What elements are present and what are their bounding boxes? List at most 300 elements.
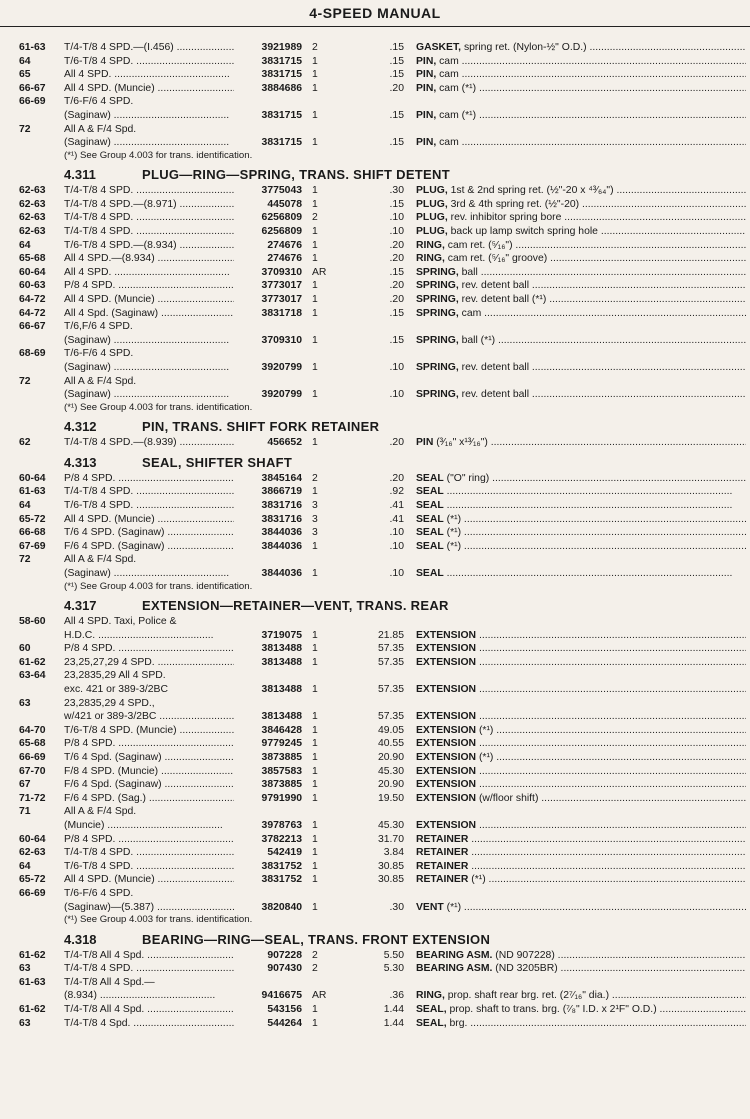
part-description (416, 388, 746, 402)
part-name: RETAINER (416, 833, 469, 845)
part-name: RING, (416, 239, 445, 251)
part-number: 3844036 (261, 527, 302, 539)
price: .20 (389, 294, 404, 305)
part-number: 3844036 (261, 540, 302, 552)
part-row (0, 123, 750, 137)
part-description (416, 68, 746, 82)
model-year: 72 (19, 375, 31, 387)
part-description (416, 1003, 746, 1017)
part-number: 3773017 (261, 280, 302, 292)
part-row (0, 320, 750, 334)
quantity: 1 (312, 540, 318, 552)
part-row (0, 307, 750, 321)
part-row (0, 499, 750, 513)
model-year: 64-72 (19, 294, 46, 305)
part-detail: rev. inhibitor spring bore (450, 212, 562, 224)
part-number: 6256809 (261, 226, 302, 238)
part-name: EXTENSION (416, 738, 477, 750)
application: T/6-T/8 4 SPD. (Muncie) ..... (64, 724, 234, 738)
part-number: 907228 (267, 949, 302, 961)
part-number: 3831716 (261, 500, 302, 512)
part-row (0, 225, 750, 239)
part-detail: cam (*¹) (439, 82, 477, 94)
price: 5.30 (383, 963, 404, 975)
part-row (0, 1003, 750, 1017)
price: .41 (389, 513, 404, 525)
part-description (416, 962, 746, 976)
part-name: SEAL (416, 540, 444, 552)
part-description (416, 136, 746, 150)
part-detail: cam (*¹) (439, 109, 477, 121)
quantity: 1 (312, 568, 318, 579)
quantity: 1 (312, 294, 318, 305)
part-description (416, 293, 746, 307)
model-year: 60-64 (19, 833, 46, 845)
application: T/4-T/8 All 4 Spd.— (64, 976, 155, 988)
application: All 4 SPD. (Muncie) ..... (64, 513, 234, 527)
part-name: EXTENSION (416, 765, 477, 777)
part-description (416, 724, 746, 738)
quantity: 1 (312, 226, 318, 238)
price: 57.35 (377, 643, 404, 655)
part-row (0, 629, 750, 643)
model-year: 61-63 (19, 976, 46, 988)
model-year: 58-60 (19, 616, 46, 628)
part-description (416, 901, 746, 915)
application: All A & F/4 Spd. (64, 375, 137, 387)
parts-list (0, 27, 750, 1030)
model-year: 67-70 (19, 765, 46, 777)
price: .10 (389, 389, 404, 401)
part-number: 3831752 (261, 860, 302, 872)
part-name: EXTENSION (416, 779, 477, 791)
part-row (0, 334, 750, 348)
part-detail: rev. detent ball (461, 389, 530, 401)
price: 1.44 (383, 1017, 404, 1029)
part-number: 9416675 (261, 990, 302, 1002)
quantity: 3 (312, 527, 318, 539)
part-row (0, 1017, 750, 1031)
part-description (416, 642, 746, 656)
application: T/6-T/8 4 SPD. ..... (64, 860, 234, 874)
part-name: RING, (416, 990, 445, 1002)
application: All A & F/4 Spd. (64, 554, 137, 566)
quantity: 1 (312, 389, 318, 401)
price: .15 (389, 307, 404, 319)
part-description (416, 266, 746, 280)
part-description (416, 860, 746, 874)
part-row (0, 819, 750, 833)
part-detail: (*¹) (446, 901, 462, 913)
application: All 4 SPD. (Muncie) ..... (64, 82, 234, 96)
model-year: 61-62 (19, 656, 46, 668)
part-number: 3709310 (261, 334, 302, 346)
part-row (0, 109, 750, 123)
part-number: 3813488 (261, 643, 302, 655)
model-year: 62-63 (19, 847, 46, 859)
application: T/4-T/8 4 SPD.—(8.971) ..... (64, 198, 234, 212)
application: 23,2835,29 All 4 SPD. (64, 670, 166, 682)
model-year: 71-72 (19, 792, 46, 804)
price: 19.50 (377, 792, 404, 804)
quantity: 1 (312, 820, 318, 831)
part-description (416, 846, 746, 860)
section-title: EXTENSION—RETAINER—VENT, TRANS. REAR (142, 598, 449, 614)
part-detail: (ND 3205BR) (495, 963, 558, 975)
quantity: 1 (312, 1017, 318, 1029)
price: .15 (389, 198, 404, 210)
part-number: 3782213 (261, 833, 302, 845)
model-year: 66-69 (19, 752, 46, 764)
model-year: 72 (19, 554, 31, 566)
footnote: (*¹) See Group 4.003 for trans. identification. (64, 401, 253, 413)
part-number: 274676 (267, 253, 302, 265)
part-description (416, 989, 746, 1003)
part-number: 9791990 (261, 792, 302, 804)
part-description (416, 252, 746, 266)
price: .20 (389, 472, 404, 484)
part-number: 3813488 (261, 656, 302, 668)
part-name: BEARING ASM. (416, 949, 493, 961)
application: All 4 SPD.—(8.934) ..... (64, 252, 234, 266)
part-description (416, 472, 746, 486)
model-year: 66-68 (19, 527, 46, 539)
part-description (416, 819, 746, 833)
part-detail: prop. shaft to trans. brg. (⁷⁄₈" I.D. x 2¹F" O.D.) (449, 1004, 657, 1016)
model-year: 64-70 (19, 724, 46, 736)
part-detail: rev. detent ball (461, 361, 530, 373)
section-title: PLUG—RING—SPRING, TRANS. SHIFT DETENT (142, 167, 450, 183)
quantity: 1 (312, 82, 318, 94)
model-year: 66-67 (19, 82, 46, 94)
part-name: SEAL (416, 513, 444, 525)
part-number: 3820840 (261, 901, 302, 913)
part-row (0, 41, 750, 55)
application: P/8 4 SPD. ..... (64, 737, 234, 751)
price: 20.90 (377, 752, 404, 764)
model-year: 61-63 (19, 486, 46, 498)
part-detail: 3rd & 4th spring ret. (½"-20) (450, 198, 580, 210)
application: T/6-F/6 4 SPD. (64, 348, 134, 360)
part-description (416, 55, 746, 69)
application: exc. 421 or 389-3/2BC (64, 684, 168, 696)
application: All 4 SPD. (Muncie) ..... (64, 293, 234, 307)
application: T/6-F/6 4 SPD. (64, 96, 134, 108)
application: (Saginaw) ..... (64, 388, 234, 402)
part-row (0, 82, 750, 96)
part-detail: (w/floor shift) (478, 792, 539, 804)
part-number: 456652 (267, 437, 302, 449)
model-year: 62-63 (19, 226, 46, 238)
part-row (0, 792, 750, 806)
quantity: 1 (312, 643, 318, 655)
part-row (0, 347, 750, 361)
part-name: PIN, (416, 82, 437, 94)
part-name: SEAL (416, 500, 444, 512)
application: F/6 4 SPD. (Saginaw) ..... (64, 540, 234, 554)
part-detail: rev. detent ball (461, 280, 530, 292)
part-detail: brg. (449, 1017, 468, 1029)
part-name: PLUG, (416, 198, 448, 210)
part-row (0, 710, 750, 724)
part-row (0, 436, 750, 450)
part-name: SPRING, (416, 334, 459, 346)
part-name: EXTENSION (416, 820, 477, 831)
part-detail: (*¹) (471, 874, 486, 886)
application: F/6 4 SPD. (Sag.) ..... (64, 792, 234, 806)
part-row (0, 669, 750, 683)
price: .10 (389, 540, 404, 552)
price: 57.35 (377, 711, 404, 723)
price: 30.85 (377, 860, 404, 872)
quantity: 1 (312, 656, 318, 668)
quantity: 3 (312, 500, 318, 512)
quantity: 1 (312, 137, 318, 149)
price: .20 (389, 239, 404, 251)
part-name: SEAL (416, 527, 444, 539)
part-number: 3920799 (261, 389, 302, 401)
part-name: RETAINER (416, 847, 469, 859)
part-number: 3873885 (261, 752, 302, 764)
part-row (0, 724, 750, 738)
part-name: SEAL, (416, 1004, 447, 1016)
model-year: 61-63 (19, 42, 46, 53)
part-detail: cam (439, 137, 459, 149)
price: .20 (389, 280, 404, 292)
model-year: 64 (19, 860, 31, 872)
model-year: 60-64 (19, 472, 46, 484)
application: T/4-T/8 All 4 Spd. ..... (64, 1003, 234, 1017)
quantity: 1 (312, 307, 318, 319)
price: .20 (389, 253, 404, 265)
quantity: AR (312, 266, 327, 278)
price: 57.35 (377, 656, 404, 668)
part-number: 3813488 (261, 684, 302, 696)
application: All 4 SPD. (Muncie) ..... (64, 873, 234, 887)
section-number: 4.318 (64, 931, 97, 947)
price: .10 (389, 527, 404, 539)
quantity: 1 (312, 684, 318, 696)
part-name: EXTENSION (416, 643, 477, 655)
part-number: 3773017 (261, 294, 302, 305)
quantity: AR (312, 990, 327, 1002)
part-number: 3846428 (261, 724, 302, 736)
quantity: 1 (312, 792, 318, 804)
part-description (416, 225, 746, 239)
part-description (416, 833, 746, 847)
application: T/4-T/8 4 SPD. ..... (64, 225, 234, 239)
model-year: 63 (19, 1017, 31, 1029)
part-number: 3831716 (261, 513, 302, 525)
part-row (0, 388, 750, 402)
model-year: 66-67 (19, 321, 46, 333)
part-description (416, 184, 746, 198)
price: .15 (389, 334, 404, 346)
application: T/6-F/6 4 SPD. (64, 887, 134, 899)
part-name: EXTENSION (416, 752, 477, 764)
model-year: 62-63 (19, 185, 46, 197)
part-description (416, 436, 746, 450)
part-row (0, 901, 750, 915)
quantity: 1 (312, 69, 318, 81)
price: .15 (389, 55, 404, 67)
quantity: 1 (312, 860, 318, 872)
part-row (0, 540, 750, 554)
model-year: 66-69 (19, 887, 46, 899)
part-detail: prop. shaft rear brg. ret. (2⁷⁄₁₆" dia.) (447, 990, 610, 1002)
part-number: 9779245 (261, 738, 302, 750)
footnote: (*¹) See Group 4.003 for trans. identification. (64, 149, 253, 161)
part-number: 907430 (267, 963, 302, 975)
application: 23,2835,29 4 SPD., (64, 697, 155, 709)
section-heading (0, 417, 750, 436)
price: .30 (389, 185, 404, 197)
part-name: PIN, (416, 109, 437, 121)
price: 49.05 (377, 724, 404, 736)
price: .20 (389, 437, 404, 449)
application: F/6 4 Spd. (Saginaw) ..... (64, 778, 234, 792)
part-name: EXTENSION (416, 711, 477, 723)
part-row (0, 751, 750, 765)
part-number: 3831718 (261, 307, 302, 319)
section-number: 4.317 (64, 598, 97, 614)
application: F/8 4 SPD. (Muncie) ..... (64, 765, 234, 779)
part-row (0, 615, 750, 629)
part-description (416, 751, 746, 765)
part-row (0, 375, 750, 389)
part-row (0, 567, 750, 581)
part-detail: 1st & 2nd spring ret. (½"-20 x ⁴³⁄₆₄") (450, 185, 614, 197)
application: T/6-T/8 4 SPD.—(8.934) ..... (64, 239, 234, 253)
application: P/8 4 SPD. ..... (64, 472, 234, 486)
part-row (0, 198, 750, 212)
part-name: SPRING, (416, 389, 459, 401)
price: .10 (389, 568, 404, 579)
part-description (416, 873, 746, 887)
model-year: 61-62 (19, 949, 46, 961)
part-name: RETAINER (416, 874, 469, 886)
model-year: 65-68 (19, 738, 46, 750)
part-detail: back up lamp switch spring hole (450, 226, 598, 238)
part-row (0, 778, 750, 792)
part-name: EXTENSION (416, 684, 477, 696)
part-description (416, 485, 746, 499)
quantity: 3 (312, 513, 318, 525)
quantity: 1 (312, 253, 318, 265)
price: .15 (389, 69, 404, 81)
model-year: 63 (19, 697, 31, 709)
part-row (0, 656, 750, 670)
price: .41 (389, 500, 404, 512)
model-year: 65-72 (19, 513, 46, 525)
application: (Saginaw) ..... (64, 361, 234, 375)
quantity: 1 (312, 280, 318, 292)
quantity: 1 (312, 847, 318, 859)
price: .36 (389, 990, 404, 1002)
section-heading (0, 930, 750, 949)
quantity: 1 (312, 239, 318, 251)
part-row (0, 765, 750, 779)
footnote: (*¹) See Group 4.003 for trans. identification. (64, 580, 253, 592)
application: T/4-T/8 4 SPD. ..... (64, 485, 234, 499)
part-name: EXTENSION (416, 792, 477, 804)
part-number: 3831715 (261, 55, 302, 67)
part-name: SEAL (416, 568, 444, 579)
quantity: 1 (312, 198, 318, 210)
part-detail: spring ret. (Nylon-½" O.D.) (463, 42, 587, 53)
part-row (0, 211, 750, 225)
part-name: SEAL (416, 486, 444, 498)
part-number: 3845164 (261, 472, 302, 484)
quantity: 1 (312, 486, 318, 498)
quantity: 1 (312, 724, 318, 736)
model-year: 64 (19, 500, 31, 512)
price: .10 (389, 361, 404, 373)
part-row (0, 55, 750, 69)
part-name: SEAL (416, 472, 444, 484)
quantity: 1 (312, 109, 318, 121)
application: All A & F/4 Spd. (64, 123, 137, 135)
price: 21.85 (377, 629, 404, 641)
part-number: 3709310 (261, 266, 302, 278)
part-number: 3719075 (261, 629, 302, 641)
section-title: SEAL, SHIFTER SHAFT (142, 454, 293, 470)
part-detail: (*¹) (446, 527, 462, 539)
model-year: 68-69 (19, 348, 46, 360)
part-description (416, 499, 746, 513)
application: (Saginaw)—(5.387) ..... (64, 901, 234, 915)
part-detail: cam (461, 307, 482, 319)
model-year: 66-69 (19, 96, 46, 108)
part-number: 3831715 (261, 137, 302, 149)
model-year: 65 (19, 69, 31, 81)
application: T/6,F/6 4 SPD. (64, 321, 133, 333)
model-year: 65-68 (19, 253, 46, 265)
price: 20.90 (377, 779, 404, 791)
application: P/8 4 SPD. ..... (64, 833, 234, 847)
part-number: 3831715 (261, 69, 302, 81)
part-number: 542419 (267, 847, 302, 859)
part-number: 6256809 (261, 212, 302, 224)
part-description (416, 279, 746, 293)
quantity: 1 (312, 437, 318, 449)
price: .20 (389, 82, 404, 94)
application: (Saginaw) ..... (64, 334, 234, 348)
price: 5.50 (383, 949, 404, 961)
application: T/6 4 SPD. (Saginaw) ..... (64, 526, 234, 540)
part-row (0, 683, 750, 697)
part-description (416, 239, 746, 253)
section-number: 4.311 (64, 167, 96, 183)
price: .30 (389, 901, 404, 913)
section-heading (0, 165, 750, 184)
part-row (0, 737, 750, 751)
section-number: 4.313 (64, 454, 97, 470)
model-year: 64 (19, 239, 31, 251)
part-name: PIN, (416, 69, 437, 81)
part-row (0, 949, 750, 963)
application: T/4-T/8 All 4 Spd. ..... (64, 949, 234, 963)
part-name: SPRING, (416, 307, 459, 319)
part-row (0, 266, 750, 280)
part-row (0, 472, 750, 486)
quantity: 1 (312, 1004, 318, 1016)
application: T/6-T/8 4 SPD. ..... (64, 55, 234, 69)
part-detail: (*¹) (446, 540, 462, 552)
price: .15 (389, 109, 404, 121)
quantity: 1 (312, 738, 318, 750)
price: 31.70 (377, 833, 404, 845)
